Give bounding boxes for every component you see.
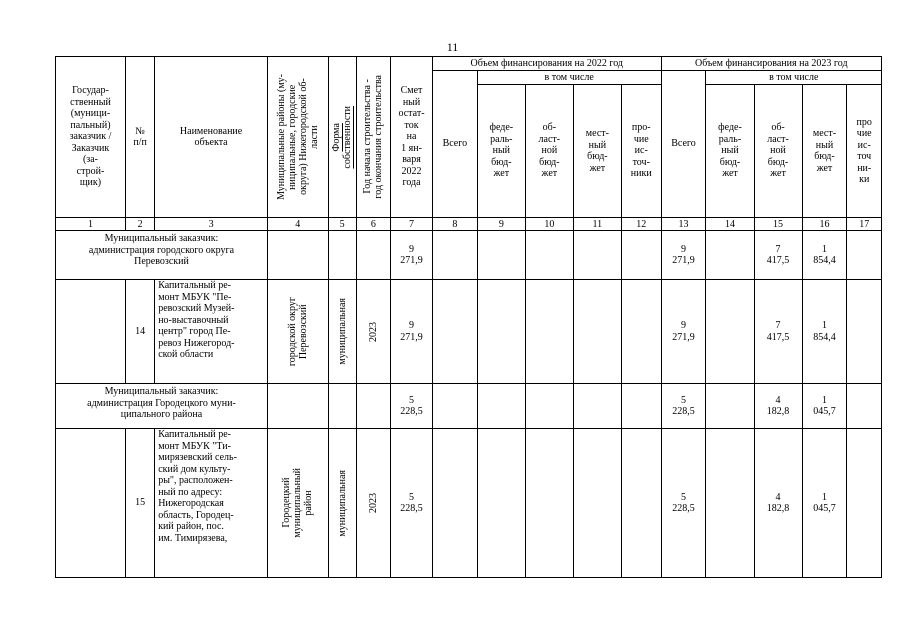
years-cell: 2023 — [356, 280, 390, 384]
column-number-row — [56, 218, 882, 231]
other-2022-cell — [621, 429, 661, 578]
budget-table — [55, 56, 882, 578]
row-number: 15 — [125, 429, 154, 578]
total-2022-cell — [432, 429, 477, 578]
total-2022-cell — [432, 280, 477, 384]
total-2023-cell: 9 271,9 — [661, 280, 706, 384]
header-local-2023: мест- ный бюд- жет — [802, 85, 847, 218]
col-number: 2 — [125, 218, 154, 231]
estimate-cell: 5 228,5 — [391, 384, 433, 429]
col-number: 14 — [706, 218, 754, 231]
federal-2023-cell — [706, 384, 754, 429]
header-years: Год начала строительства - год окончания строительства — [356, 57, 390, 218]
header-districts: Муниципальные районы (му- ниципальные, городские округа) Нижегородской об- ласти — [267, 57, 328, 218]
col-number: 11 — [573, 218, 621, 231]
regional-2023-cell: 4 182,8 — [754, 429, 802, 578]
col-number: 13 — [661, 218, 706, 231]
col-number: 1 — [56, 218, 126, 231]
district-cell — [267, 231, 328, 280]
ownership-cell — [328, 384, 356, 429]
years-cell — [356, 231, 390, 280]
ownership-cell — [328, 231, 356, 280]
col-number: 5 — [328, 218, 356, 231]
total-2022-cell — [432, 384, 477, 429]
federal-2022-cell — [477, 429, 525, 578]
header-incl-2023: в том числе — [706, 71, 882, 85]
regional-2022-cell — [525, 231, 573, 280]
header-fin-2022: Объем финансирования на 2022 год — [432, 57, 661, 71]
header-local-2022: мест- ный бюд- жет — [573, 85, 621, 218]
federal-2023-cell — [706, 429, 754, 578]
estimate-cell: 9 271,9 — [391, 280, 433, 384]
local-2022-cell — [573, 429, 621, 578]
object-name: Капитальный ре- монт МБУК "Ти- мирязевский сель- ский дом культу- ры", расположен- ный по адресу: Нижегородская область, Городец- кий район, пос. им. Тимирязева, — [155, 429, 268, 578]
district-cell: городской округ Перевозский — [267, 280, 328, 384]
local-2022-cell — [573, 280, 621, 384]
total-2022-cell — [432, 231, 477, 280]
header-name: Наименование объекта — [155, 57, 268, 218]
header-regional-2022: об- ласт- ной бюд- жет — [525, 85, 573, 218]
header-fin-2023: Объем финансирования на 2023 год — [661, 57, 881, 71]
federal-2022-cell — [477, 384, 525, 429]
district-cell — [267, 384, 328, 429]
col-number: 8 — [432, 218, 477, 231]
years-cell — [356, 384, 390, 429]
col-number: 16 — [802, 218, 847, 231]
local-2022-cell — [573, 231, 621, 280]
total-2023-cell: 5 228,5 — [661, 429, 706, 578]
other-2022-cell — [621, 384, 661, 429]
customer-cell — [56, 429, 126, 578]
header-num: № п/п — [125, 57, 154, 218]
total-2023-cell: 9 271,9 — [661, 231, 706, 280]
col-number: 7 — [391, 218, 433, 231]
ownership-cell: муниципальная — [328, 280, 356, 384]
other-2023-cell — [847, 231, 882, 280]
header-estimate: Смет ный остат- ток на 1 ян- варя 2022 года — [391, 57, 433, 218]
total-2023-cell: 5 228,5 — [661, 384, 706, 429]
object-name: Капитальный ре- монт МБУК "Пе- ревозский Музей- но-выставочный центр" город Пе- ревоз Нижегород- ской области — [155, 280, 268, 384]
table-row — [56, 384, 882, 429]
district-cell: Городецкий муниципальный район — [267, 429, 328, 578]
header-regional-2023: об- ласт- ной бюд- жет — [754, 85, 802, 218]
customer-label: Муниципальный заказчик: администрация Городецкого муни- ципального района — [56, 384, 268, 429]
federal-2022-cell — [477, 231, 525, 280]
customer-label: Муниципальный заказчик: администрация городского округа Перевозский — [56, 231, 268, 280]
page-number: 11 — [446, 40, 459, 54]
header-other-2022: про- чие ис- точ- ники — [621, 85, 661, 218]
header-ownership: Форма собственности — [328, 57, 356, 218]
other-2022-cell — [621, 231, 661, 280]
regional-2022-cell — [525, 280, 573, 384]
other-2023-cell — [847, 429, 882, 578]
col-number: 17 — [847, 218, 882, 231]
estimate-cell: 5 228,5 — [391, 429, 433, 578]
col-number: 3 — [155, 218, 268, 231]
col-number: 6 — [356, 218, 390, 231]
local-2023-cell: 1 854,4 — [802, 280, 847, 384]
local-2023-cell: 1 045,7 — [802, 429, 847, 578]
header-other-2023: про чие ис- точ ни- ки — [847, 85, 882, 218]
regional-2023-cell: 7 417,5 — [754, 231, 802, 280]
estimate-cell: 9 271,9 — [391, 231, 433, 280]
regional-2023-cell: 4 182,8 — [754, 384, 802, 429]
header-incl-2022: в том числе — [477, 71, 661, 85]
header-total-2022: Всего — [432, 71, 477, 218]
years-cell: 2023 — [356, 429, 390, 578]
header-total-2023: Всего — [661, 71, 706, 218]
header-customer: Государ- ственный (муници- пальный) заказчик / Заказчик (за- строй- щик) — [56, 57, 126, 218]
federal-2023-cell — [706, 231, 754, 280]
local-2023-cell: 1 854,4 — [802, 231, 847, 280]
regional-2022-cell — [525, 384, 573, 429]
header-federal-2022: феде- раль- ный бюд- жет — [477, 85, 525, 218]
regional-2022-cell — [525, 429, 573, 578]
federal-2022-cell — [477, 280, 525, 384]
col-number: 12 — [621, 218, 661, 231]
col-number: 15 — [754, 218, 802, 231]
ownership-cell: муниципальная — [328, 429, 356, 578]
col-number: 10 — [525, 218, 573, 231]
local-2023-cell: 1 045,7 — [802, 384, 847, 429]
other-2023-cell — [847, 384, 882, 429]
other-2023-cell — [847, 280, 882, 384]
table-row — [56, 231, 882, 280]
regional-2023-cell: 7 417,5 — [754, 280, 802, 384]
col-number: 4 — [267, 218, 328, 231]
header-federal-2023: феде- раль- ный бюд- жет — [706, 85, 754, 218]
table-row — [56, 429, 882, 578]
local-2022-cell — [573, 384, 621, 429]
col-number: 9 — [477, 218, 525, 231]
row-number: 14 — [125, 280, 154, 384]
table-row — [56, 280, 882, 384]
other-2022-cell — [621, 280, 661, 384]
customer-cell — [56, 280, 126, 384]
federal-2023-cell — [706, 280, 754, 384]
